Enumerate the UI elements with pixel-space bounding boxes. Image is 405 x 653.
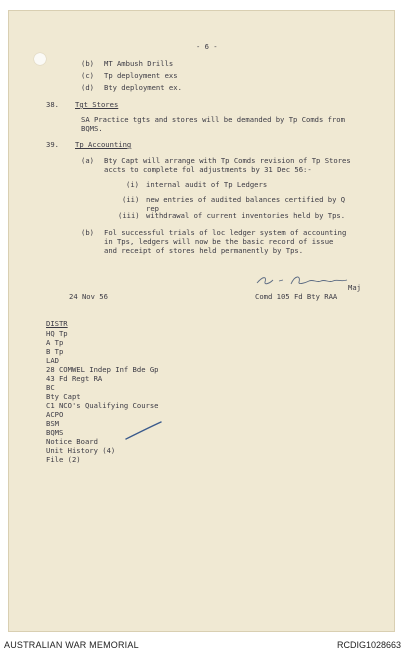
distribution-item: Bty Capt (46, 392, 81, 401)
subitem-number: (iii) (118, 211, 140, 220)
paragraph-line: in Tps, ledgers will now be the basic record of issue (104, 237, 334, 246)
distribution-item: A Tp (46, 338, 64, 347)
distribution-item: 28 COMWEL Indep Inf Bde Gp (46, 365, 159, 374)
distribution-item: LAD (46, 356, 59, 365)
subpara-number: (b) (81, 228, 94, 237)
section-heading: Tgt Stores (75, 100, 119, 109)
archive-name: AUSTRALIAN WAR MEMORIAL (4, 640, 139, 650)
subitem-text: withdrawal of current inventories held by Tps. (146, 211, 346, 220)
paragraph-line: Bty Capt will arrange with Tp Comds revision of Tp Stores (104, 156, 351, 165)
document-date: 24 Nov 56 (69, 292, 108, 301)
item-text: Bty deployment ex. (104, 83, 182, 92)
subitem-number: (ii) (122, 195, 140, 204)
archive-reference: RCDIG1028663 (336, 640, 401, 650)
distribution-item: Unit History (4) (46, 446, 116, 455)
subitem-number: (i) (126, 180, 139, 189)
distribution-item: BQMS (46, 428, 64, 437)
subitem-text: new entries of audited balances certified by Q (146, 195, 346, 204)
pen-tick-mark (124, 420, 164, 442)
paragraph-line: and receipt of stores held permanently by Tps. (104, 246, 304, 255)
signature-rank: Maj (348, 283, 361, 292)
distribution-heading: DISTR (46, 319, 68, 328)
paragraph-line: SA Practice tgts and stores will be demanded by Tp Comds from (81, 115, 345, 124)
distribution-item: BC (46, 383, 55, 392)
distribution-item: C1 NCO's Qualifying Course (46, 401, 159, 410)
distribution-item: HQ Tp (46, 329, 68, 338)
distribution-item: ACPO (46, 410, 64, 419)
page-number: - 6 - (196, 42, 218, 51)
subitem-text: rep (146, 204, 159, 213)
subpara-number: (a) (81, 156, 94, 165)
distribution-item: 43 Fd Regt RA (46, 374, 103, 383)
punch-hole (34, 53, 46, 65)
distribution-item: B Tp (46, 347, 64, 356)
distribution-item: Notice Board (46, 437, 98, 446)
archive-footer (0, 636, 405, 653)
section-heading: Tp Accounting (75, 140, 132, 149)
signature-scribble (255, 272, 355, 288)
item-text: MT Ambush Drills (104, 59, 174, 68)
section-number: 39. (46, 140, 59, 149)
signature-appointment: Comd 105 Fd Bty RAA (255, 292, 338, 301)
item-text: Tp deployment exs (104, 71, 178, 80)
item-number: (b) (81, 59, 94, 68)
paragraph-line: BQMS. (81, 124, 103, 133)
distribution-item: BSM (46, 419, 59, 428)
paragraph-line: Fol successful trials of loc ledger system of accounting (104, 228, 347, 237)
distribution-item: File (2) (46, 455, 81, 464)
item-number: (c) (81, 71, 94, 80)
item-number: (d) (81, 83, 94, 92)
section-number: 38. (46, 100, 59, 109)
subitem-text: internal audit of Tp Ledgers (146, 180, 268, 189)
paragraph-line: accts to complete fol adjustments by 31 Dec 56:- (104, 165, 312, 174)
